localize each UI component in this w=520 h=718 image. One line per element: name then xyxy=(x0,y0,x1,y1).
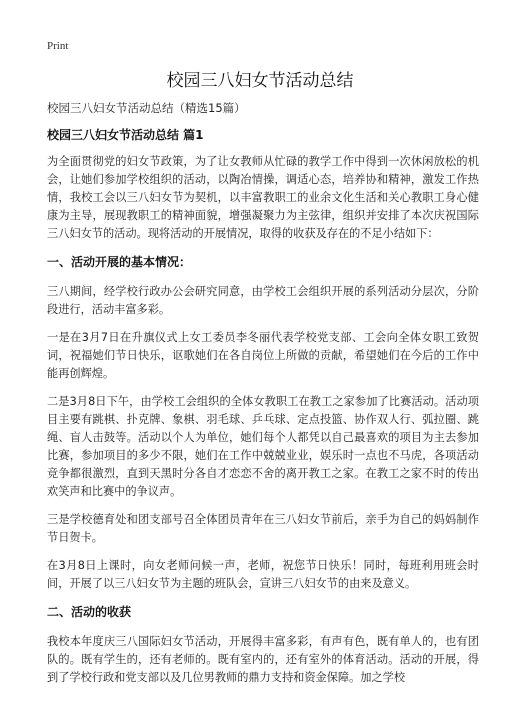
print-label[interactable]: Print xyxy=(47,40,69,52)
paragraph-second-activity: 二是3月8日下午，由学校工会组织的全体女教职工在教工之家参加了比赛活动。活动项目主要有跳棋、扑克牌、象棋、羽毛球、乒乓球、定点投篮、协作双人行、弧拉圈、跳绳、盲人击鼓等。活动以个人为单位，她们每个人都凭以自己最喜欢的项目为主去参加比赛，参加项目的多少不限，她们在工作中兢兢业业，娱乐时一点也不马虎，各项活动竞争都很激烈，直到天黑时分各自才恋恋不舍的离开教工之家。在教工之家不时的传出欢笑声和比赛中的争议声。 xyxy=(47,395,479,498)
section-heading-gains: 二、活动的收获 xyxy=(47,605,132,619)
document-body xyxy=(47,153,479,697)
paragraph-first-activity: 一是在3月7日在升旗仪式上女工委员李冬丽代表学校党支部、工会向全体女职工致贺词，祝福她们节日快乐，讴歌她们在各自岗位上所做的贡献，希望她们在今后的工作中能再创辉煌。 xyxy=(47,331,479,380)
document-subtitle: 校园三八妇女节活动总结（精选15篇） xyxy=(47,101,246,115)
intro-paragraph: 为全面贯彻党的妇女节政策，为了让女教师从忙碌的教学工作中得到一次休闲放松的机会，让她们参加学校组织的活动，以陶冶情操，调适心态，培养协和精神，激发工作热情，我校工会以三八妇女节为契机，以丰富教职工的业余文化生活和关心教职工身心健康为主导，展现教职工的精神面貌，增强凝聚力为主弦律，组织并安排了本次庆祝国际三八妇女节的活动。现将活动的开展情况，取得的收获及存在的不足小结如下： xyxy=(47,155,479,240)
page-title: 校园三八妇女节活动总结 xyxy=(166,71,354,91)
section-title: 校园三八妇女节活动总结 篇1 xyxy=(47,128,204,142)
paragraph-gains: 我校本年度庆三八国际妇女节活动，开展得丰富多彩，有声有色，既有单人的，也有团队的。既有学生的，还有老师的。既有室内的，还有室外的体育活动。活动的开展，得到了学校行政和党支部以及几位男教师的鼎力支持和资金保障。加之学校 xyxy=(47,635,479,684)
paragraph-overview: 三八期间，经学校行政办公会研究同意，由学校工会组织开展的系列活动分层次，分阶段进行，活动丰富多彩。 xyxy=(47,285,479,316)
section-heading-activities: 一、活动开展的基本情况： xyxy=(47,255,192,269)
paragraph-greeting: 在3月8日上课时，向女老师问候一声，老师，祝您节日快乐！同时，每班利用班会时间，开展了以三八妇女节为主题的班队会，宣讲三八妇女节的由来及意义。 xyxy=(47,559,479,590)
paragraph-third-activity: 三是学校德育处和团支部号召全体团员青年在三八妇女节前后，亲手为自己的妈妈制作节日贺卡。 xyxy=(47,513,479,544)
